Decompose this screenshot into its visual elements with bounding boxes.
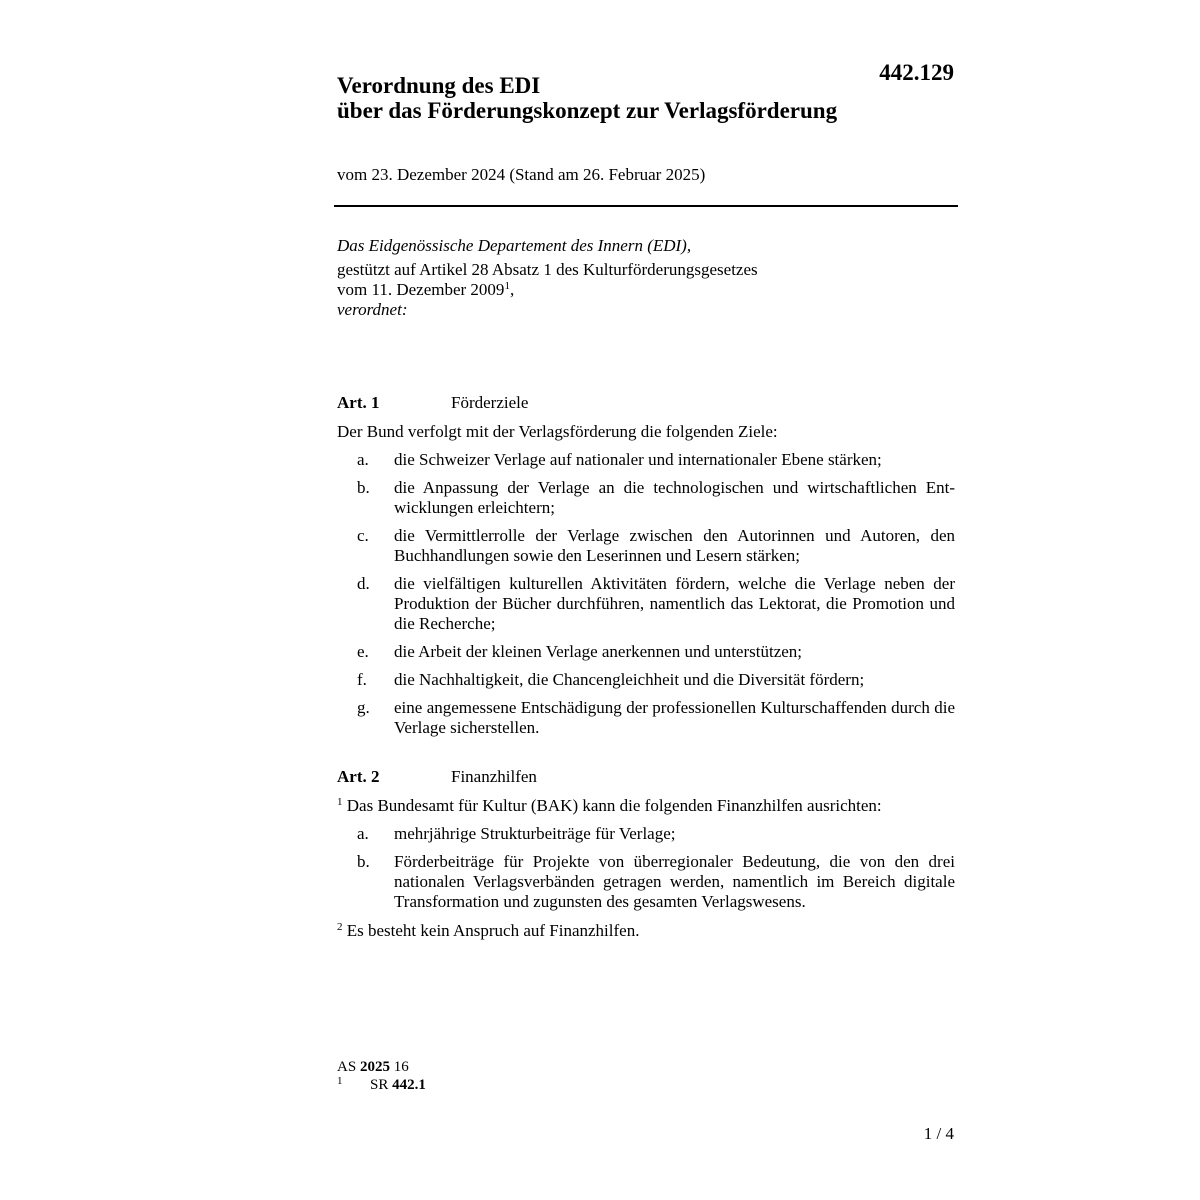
list-item-label: b. [357,478,370,497]
list-item [357,574,955,634]
article-2-heading [337,767,537,787]
list-item-text: die Nachhaltigkeit, die Chancengleichheit und die Diversität fördern; [394,670,865,689]
sr-number: 442.129 [879,60,954,85]
footnote-1: 1 SR 442.1 [337,1075,426,1093]
list-item-label: b. [357,852,370,871]
list-item-text: die vielfältigen kulturellen Aktivitäten fördern, welche die Verlage neben der Produktion der Bücher durchführen, namentlich das Lektorat, die Promotion und die Recherche; [394,574,955,633]
preamble-basis-line-1: gestützt auf Artikel 28 Absatz 1 des Kulturförderungsgesetzes [337,260,758,279]
article-1-heading [337,393,528,413]
article-1-list [357,450,955,746]
document-title [337,73,897,123]
article-1-intro: Der Bund verfolgt mit der Verlagsförderung die folgenden Ziele: [337,422,778,441]
list-item-text: die Schweizer Verlage auf nationaler und internationaler Ebene stärken; [394,450,882,469]
list-item-label: c. [357,526,369,545]
list-item-label: e. [357,642,369,661]
list-item-label: g. [357,698,370,717]
list-item-text: eine angemessene Entschädigung der professionellen Kulturschaffenden durch die Verlage sicherstellen. [394,698,955,737]
list-item [357,450,955,470]
official-collection-ref: AS 2025 16 [337,1059,409,1075]
list-item [357,670,955,690]
list-item-label: a. [357,450,369,469]
list-item [357,478,955,518]
list-item [357,526,955,566]
footnotes [337,1058,426,1094]
list-item-label: d. [357,574,370,593]
list-item [357,824,955,844]
preamble [337,236,957,320]
page-number: 1 / 4 [923,1124,954,1143]
paragraph-number: 1 [337,796,343,808]
list-item [357,698,955,738]
document-date: vom 23. Dezember 2024 (Stand am 26. Februar 2025) [337,165,706,184]
preamble-decree: verordnet: [337,300,408,319]
list-item-text: Förderbeiträge für Projekte von überregionaler Bedeutung, die von den drei nationalen Verlagsverbänden getragen werden, namentlich im Bereich digitale Transformation und zugunsten des gesamten Verlagswesens. [394,852,955,911]
header-divider [334,205,958,207]
list-item [357,642,955,662]
list-item-label: a. [357,824,369,843]
paragraph-number: 2 [337,921,343,933]
list-item-text: die Arbeit der kleinen Verlage anerkennen und unterstützen; [394,642,803,661]
article-2-list [357,824,955,920]
list-item-text: die Anpassung der Verlage an die technologischen und wirtschaftlichen Entwicklungen erleichtern; [394,478,955,517]
article-2-title: Finanzhilfen [451,767,537,786]
preamble-authority: Das Eidgenössische Departement des Innern (EDI), [337,236,692,255]
article-1-title: Förderziele [451,393,529,412]
list-item-label: f. [357,670,367,689]
list-item [357,852,955,912]
article-1-number: Art. 1 [337,393,380,412]
title-line-2: über das Förderungskonzept zur Verlagsförderung [337,98,838,123]
footnote-reference[interactable]: 1 [504,280,510,292]
list-item-text: die Vermittlerrolle der Verlage zwischen den Autorinnen und Autoren, den Buchhandlungen sowie den Leserinnen und Lesern stärken; [394,526,955,565]
preamble-basis-line-2: vom 11. Dezember 2009$^1$, [337,280,515,299]
list-item-text: mehrjährige Strukturbeiträge für Verlage; [394,824,676,843]
article-2-paragraph-2: $^2$ Es besteht kein Anspruch auf Finanzhilfen. [337,921,640,940]
title-line-1: Verordnung des EDI [337,73,541,98]
article-2-number: Art. 2 [337,767,380,786]
article-2-paragraph-1: $^1$ Das Bundesamt für Kultur (BAK) kann die folgenden Finanzhilfen ausrichten: [337,796,882,815]
